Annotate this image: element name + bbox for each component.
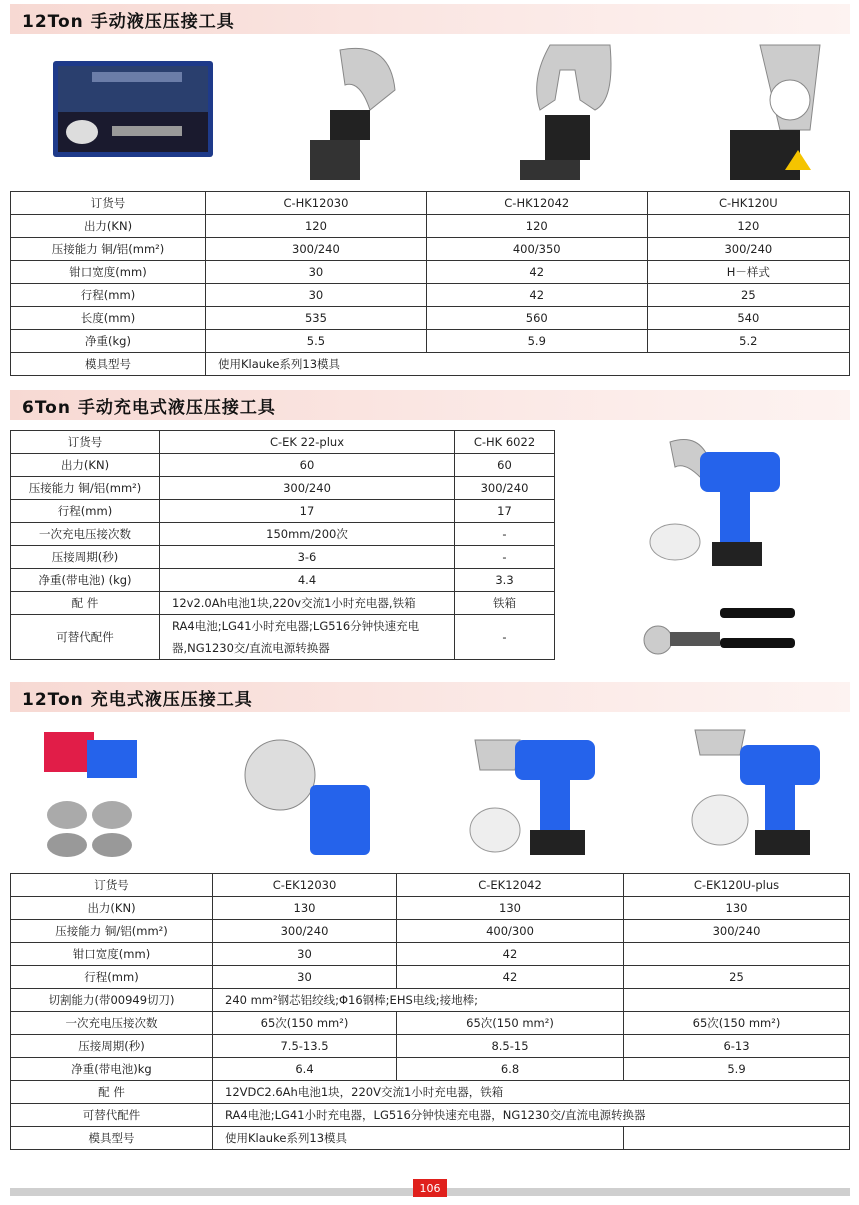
table-cell: 150mm/200次 bbox=[160, 523, 455, 546]
alt-accessories-line-1: RA4电池;LG41小时充电器;LG516分钟快速充电 bbox=[172, 619, 420, 633]
table-row bbox=[11, 431, 555, 454]
table-row bbox=[11, 238, 850, 261]
crimping-tool-image-1 bbox=[300, 40, 420, 185]
table-cell: - bbox=[455, 523, 555, 546]
table-cell: 130 bbox=[624, 897, 850, 920]
table-cell: 65次(150 mm²) bbox=[397, 1012, 624, 1035]
table-cell: 5.9 bbox=[624, 1058, 850, 1081]
crimping-tool-image-2 bbox=[500, 40, 630, 185]
table-cell: 300/240 bbox=[160, 477, 455, 500]
table-cell: 30 bbox=[206, 261, 427, 284]
table-cell: 使用Klauke系列13模具 bbox=[206, 353, 850, 376]
blue-crimping-tool-image bbox=[640, 432, 800, 570]
table-cell: C-EK 22-plux bbox=[160, 431, 455, 454]
table-cell: 42 bbox=[397, 943, 624, 966]
battery-and-dies-image bbox=[42, 730, 142, 860]
table-row bbox=[11, 500, 555, 523]
table-cell: 42 bbox=[426, 261, 647, 284]
table-cell: 25 bbox=[624, 966, 850, 989]
table-cell: 铁箱 bbox=[455, 592, 555, 615]
table-cell: 可替代配件 bbox=[11, 1104, 213, 1127]
table-row bbox=[11, 261, 850, 284]
table-cell bbox=[624, 1127, 850, 1150]
table-cell: 535 bbox=[206, 307, 427, 330]
table-cell: 出力(KN) bbox=[11, 897, 213, 920]
table-cell: 3-6 bbox=[160, 546, 455, 569]
table-row bbox=[11, 353, 850, 376]
table-cell: - bbox=[455, 615, 555, 660]
table-cell: 模具型号 bbox=[11, 1127, 213, 1150]
table-cell: 压接周期(秒) bbox=[11, 546, 160, 569]
table-row bbox=[11, 874, 850, 897]
table-row bbox=[11, 477, 555, 500]
page-number: 106 bbox=[413, 1179, 447, 1197]
table-cell: 240 mm²钢芯铝绞线;Φ16钢棒;EHS电线;接地棒; bbox=[213, 989, 624, 1012]
table-row bbox=[11, 1035, 850, 1058]
table-cell: 7.5-13.5 bbox=[213, 1035, 397, 1058]
crimping-tool-image-3 bbox=[700, 40, 830, 185]
table-row bbox=[11, 1081, 850, 1104]
tool-kit-case-image bbox=[52, 60, 214, 158]
table-cell: C-EK12042 bbox=[397, 874, 624, 897]
table-cell: 压接能力 铜/铝(mm²) bbox=[11, 920, 213, 943]
table-cell: 3.3 bbox=[455, 569, 555, 592]
table-cell: 一次充电压接次数 bbox=[11, 1012, 213, 1035]
table-cell: 行程(mm) bbox=[11, 966, 213, 989]
table-cell: 130 bbox=[213, 897, 397, 920]
table-cell: 8.5-15 bbox=[397, 1035, 624, 1058]
table-cell: 400/300 bbox=[397, 920, 624, 943]
table-row bbox=[11, 330, 850, 353]
table-row bbox=[11, 284, 850, 307]
section-2-header bbox=[10, 390, 850, 420]
table-row bbox=[11, 920, 850, 943]
table-cell: C-EK120U-plus bbox=[624, 874, 850, 897]
table-row bbox=[11, 215, 850, 238]
table-cell: 12v2.0Ah电池1块,220v交流1小时充电器,铁箱 bbox=[160, 592, 455, 615]
table-cell: 6.4 bbox=[213, 1058, 397, 1081]
section-3-spec-table bbox=[10, 873, 850, 1150]
table-cell: 42 bbox=[397, 966, 624, 989]
table-row bbox=[11, 592, 555, 615]
table-cell: 净重(kg) bbox=[11, 330, 206, 353]
table-row bbox=[11, 454, 555, 477]
table-cell: C-HK12042 bbox=[426, 192, 647, 215]
table-cell: 65次(150 mm²) bbox=[624, 1012, 850, 1035]
table-cell: 4.4 bbox=[160, 569, 455, 592]
table-row bbox=[11, 615, 555, 660]
table-cell: 行程(mm) bbox=[11, 500, 160, 523]
table-cell: 订货号 bbox=[11, 874, 213, 897]
table-cell: 560 bbox=[426, 307, 647, 330]
table-cell: 5.9 bbox=[426, 330, 647, 353]
table-row bbox=[11, 1012, 850, 1035]
ek12042-tool-image bbox=[465, 725, 605, 860]
section-1-title: 12Ton 手动液压压接工具 bbox=[22, 11, 235, 32]
table-cell: 长度(mm) bbox=[11, 307, 206, 330]
table-cell: 切割能力(带00949切刀) bbox=[11, 989, 213, 1012]
table-cell: 净重(带电池) (kg) bbox=[11, 569, 160, 592]
table-cell: 净重(带电池)kg bbox=[11, 1058, 213, 1081]
table-cell: 6-13 bbox=[624, 1035, 850, 1058]
table-cell: 42 bbox=[426, 284, 647, 307]
table-cell bbox=[160, 615, 455, 660]
table-cell: C-HK12030 bbox=[206, 192, 427, 215]
table-cell: 钳口宽度(mm) bbox=[11, 943, 213, 966]
section-2-spec-table bbox=[10, 430, 555, 660]
table-cell: 配 件 bbox=[11, 1081, 213, 1104]
table-row bbox=[11, 569, 555, 592]
table-cell: 5.5 bbox=[206, 330, 427, 353]
table-cell: 130 bbox=[397, 897, 624, 920]
table-cell: 出力(KN) bbox=[11, 215, 206, 238]
table-cell: 25 bbox=[647, 284, 849, 307]
table-cell bbox=[624, 943, 850, 966]
table-cell: 压接能力 铜/铝(mm²) bbox=[11, 238, 206, 261]
table-row bbox=[11, 307, 850, 330]
table-cell: RA4电池;LG41小时充电器，LG516分钟快速充电器，NG1230交/直流电源转换器 bbox=[213, 1104, 850, 1127]
table-cell: 120 bbox=[206, 215, 427, 238]
table-cell: 30 bbox=[206, 284, 427, 307]
table-cell: 300/240 bbox=[206, 238, 427, 261]
table-cell: 行程(mm) bbox=[11, 284, 206, 307]
ek12030-tool-image bbox=[240, 725, 380, 860]
table-cell: C-EK12030 bbox=[213, 874, 397, 897]
table-cell: 一次充电压接次数 bbox=[11, 523, 160, 546]
alt-accessories-line-2: 器,NG1230交/直流电源转换器 bbox=[172, 641, 330, 655]
section-1-header bbox=[10, 4, 850, 34]
table-cell: 5.2 bbox=[647, 330, 849, 353]
table-cell: 540 bbox=[647, 307, 849, 330]
table-cell: 12VDC2.6Ah电池1块，220V交流1小时充电器，铁箱 bbox=[213, 1081, 850, 1104]
table-row bbox=[11, 192, 850, 215]
table-cell: 6.8 bbox=[397, 1058, 624, 1081]
table-cell: 出力(KN) bbox=[11, 454, 160, 477]
manual-crimping-tool-image bbox=[640, 598, 800, 662]
table-cell: 120 bbox=[647, 215, 849, 238]
table-cell: 120 bbox=[426, 215, 647, 238]
table-cell bbox=[624, 989, 850, 1012]
table-row bbox=[11, 1104, 850, 1127]
table-cell: 300/240 bbox=[647, 238, 849, 261]
section-2-title: 6Ton 手动充电式液压压接工具 bbox=[22, 397, 276, 418]
table-cell: C-HK 6022 bbox=[455, 431, 555, 454]
table-row bbox=[11, 943, 850, 966]
table-cell: 可替代配件 bbox=[11, 615, 160, 660]
table-cell: C-HK120U bbox=[647, 192, 849, 215]
table-cell: 模具型号 bbox=[11, 353, 206, 376]
table-cell: 17 bbox=[160, 500, 455, 523]
table-cell: 压接周期(秒) bbox=[11, 1035, 213, 1058]
table-row bbox=[11, 1058, 850, 1081]
table-cell: 60 bbox=[455, 454, 555, 477]
table-cell: 钳口宽度(mm) bbox=[11, 261, 206, 284]
table-cell: 30 bbox=[213, 943, 397, 966]
table-cell: 300/240 bbox=[213, 920, 397, 943]
table-cell: 30 bbox=[213, 966, 397, 989]
section-3-header bbox=[10, 682, 850, 712]
table-cell: 17 bbox=[455, 500, 555, 523]
table-row bbox=[11, 523, 555, 546]
table-cell: 订货号 bbox=[11, 192, 206, 215]
table-row bbox=[11, 546, 555, 569]
section-1-spec-table bbox=[10, 191, 850, 376]
table-cell: 65次(150 mm²) bbox=[213, 1012, 397, 1035]
table-cell: H－样式 bbox=[647, 261, 849, 284]
table-row bbox=[11, 966, 850, 989]
table-cell: 300/240 bbox=[455, 477, 555, 500]
table-row bbox=[11, 1127, 850, 1150]
table-cell: 使用Klauke系列13模具 bbox=[213, 1127, 624, 1150]
table-cell: 60 bbox=[160, 454, 455, 477]
table-cell: - bbox=[455, 546, 555, 569]
table-row bbox=[11, 897, 850, 920]
table-cell: 300/240 bbox=[624, 920, 850, 943]
section-3-title: 12Ton 充电式液压压接工具 bbox=[22, 689, 253, 710]
table-cell: 订货号 bbox=[11, 431, 160, 454]
table-row bbox=[11, 989, 850, 1012]
table-cell: 配 件 bbox=[11, 592, 160, 615]
ek120u-plus-tool-image bbox=[685, 725, 825, 860]
table-cell: 400/350 bbox=[426, 238, 647, 261]
table-cell: 压接能力 铜/铝(mm²) bbox=[11, 477, 160, 500]
